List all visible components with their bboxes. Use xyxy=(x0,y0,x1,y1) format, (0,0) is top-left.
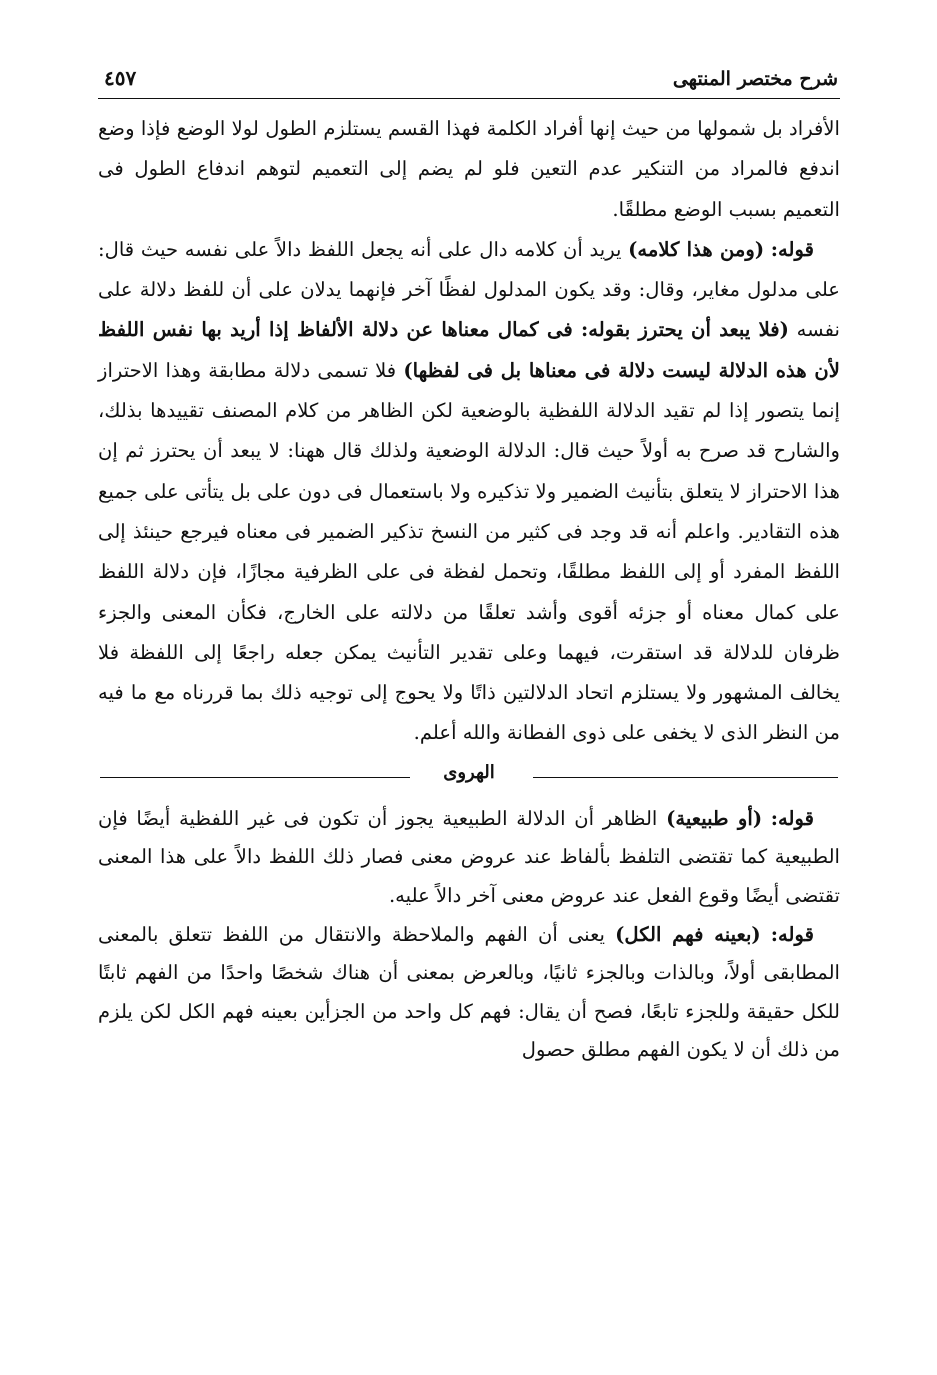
paragraph-text: يريد أن كلامه دال على أنه يجعل اللفظ دالاً على نفسه حيث قال: على مدلول مغاير، وقال: وقد يكون المدلول لفظًا آخر فإنهما يدلان على أن للفظ دلالة على نفسه xyxy=(98,237,840,342)
main-paragraph-1: الأفراد بل شمولها من حيث إنها أفراد الكلمة فهذا القسم يستلزم الطول لولا الوضع فإذا وضع اندفع فالمراد من التنكير عدم التعين فلو لم يضم إلى التعميم لتوهم اندفاع الطول فى التعميم بسبب الوضع مطلقًا. xyxy=(98,117,840,221)
quoted-phrase: (بعينه فهم الكل) xyxy=(615,922,761,946)
page-number: ٤٥٧ xyxy=(104,66,137,90)
paragraph-text: يعنى أن الفهم والملاحظة والانتقال من اللفظ تتعلق بالمعنى المطابقى أولاً، وبالذات وبالجزء ثانيًا، وبالعرض بمعنى أن هناك شخصًا واحدًا من الفهم ثابتًا للكل حقيقة وللجزء تابعًا، فصح أن يقال: فهم كل واحد من الجزأين بعينه فهم الكل لكن يلزم من ذلك أن لا يكون الفهم مطلق حصول xyxy=(98,922,840,1062)
commentary-paragraph-2 xyxy=(98,916,840,1070)
page xyxy=(98,60,840,1350)
divider-line-left xyxy=(100,777,410,778)
section-divider xyxy=(98,758,840,798)
page-header xyxy=(98,60,840,99)
commentator-name: الهروى xyxy=(443,761,495,783)
paragraph-text: الظاهر أن الدلالة الطبيعية يجوز أن تكون فى غير اللفظية أيضًا فإن الطبيعية كما تقتضى التلفظ بألفاظ عند عروض معنى فصار ذلك اللفظ دالاً على هذا المعنى تقتضى أيضًا وقوع الفعل عند عروض معنى آخر دالاً عليه. xyxy=(98,806,840,907)
main-text xyxy=(98,109,840,754)
quoted-phrase: (أو طبيعية) xyxy=(666,806,763,830)
commentary-text xyxy=(98,800,840,1070)
qawluhu-label: قوله: xyxy=(770,922,814,946)
paragraph-text: فلا تسمى دلالة مطابقة وهذا الاحتراز إنما يتصور إذا لم تقيد الدلالة اللفظية بالوضعية لكن الظاهر من كلام المصنف تقييدها بذلك، والشارح قد صرح به أولاً حيث قال: الدلالة الوضعية ولذلك قال ههنا: لا يبعد أن يحترز ثم إن هذا الاحتراز لا يتعلق بتأنيث الضمير ولا تذكيره ولا باستعمال فى دون على بل يتأتى على جميع هذه التقادير. واعلم أنه قد وجد فى كثير من النسخ تذكير الضمير فى معناه فيرجع حينئذ إلى اللفظ المفرد أو إلى اللفظ مطلقًا، وتحمل لفظة فى على الظرفية مجازًا، فإن دلالة اللفظ على كمال معناه أو جزئه أقوى وأشد تعلقًا من دلالته على الخارج، فكأن المعنى والجزء ظرفان للدلالة قد استقرت، فيهما وعلى تقدير التأنيث يمكن جعله راجعًا إلى اللفظة فلا يخالف المشهور ولا يستلزم اتحاد الدلالتين ذاتًا ولا يحوج إلى توجيه ذلك بما قررناه مع ما فيه من النظر الذى لا يخفى على ذوى الفطانة والله أعلم. xyxy=(98,358,840,745)
quoted-phrase: (فلا يبعد أن يحترز بقوله: فى كمال معناها عن دلالة الألفاظ إذا أريد بها نفس اللفظ لأن هذه الدلالة ليست دلالة فى معناها بل فى لفظها) xyxy=(98,318,840,382)
running-title: شرح مختصر المنتهى xyxy=(672,68,838,90)
quoted-phrase: (ومن هذا كلامه) xyxy=(628,237,765,261)
main-paragraph-2 xyxy=(98,230,840,754)
qawluhu-label: قوله: xyxy=(770,806,814,830)
qawluhu-label: قوله: xyxy=(770,237,814,261)
commentary-paragraph-1 xyxy=(98,800,840,916)
